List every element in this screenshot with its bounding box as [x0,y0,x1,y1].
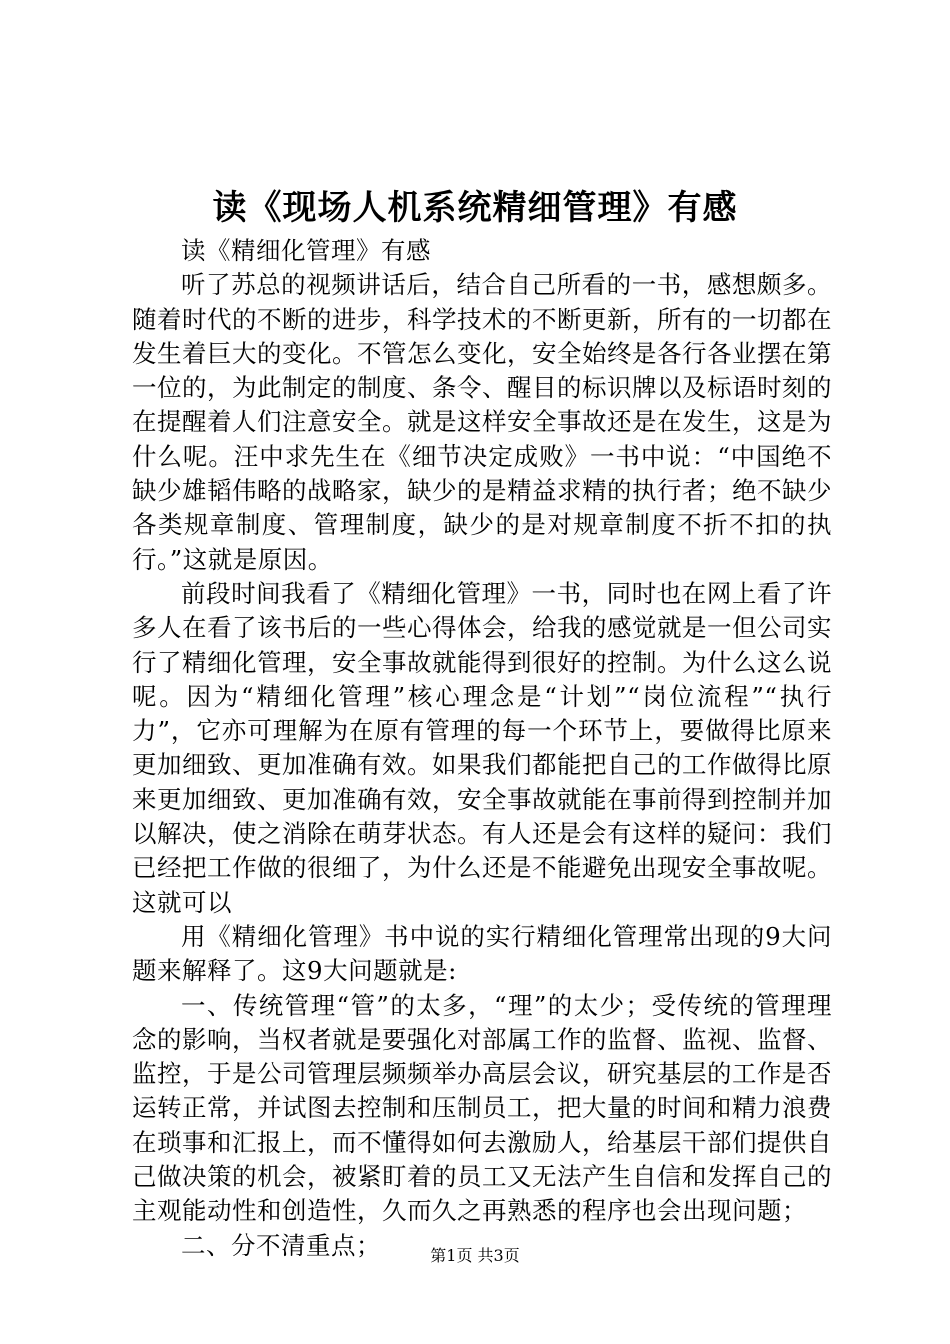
paragraph: 用《精细化管理》书中说的实行精细化管理常出现的9大问题来解释了。这9大问题就是: [132,921,832,986]
paragraph: 前段时间我看了《精细化管理》一书，同时也在网上看了许多人在看了该书后的一些心得体会，给我的感觉就是一但公司实行了精细化管理，安全事故就能得到很好的控制。为什么这么说呢。因为“精细化管理”核心理念是“计划”“岗位流程”“执行力”，它亦可理解为在原有管理的每一个环节上，要做得比原来更加细致、更加准确有效。如果我们都能把自己的工作做得比原来更加细致、更加准确有效，安全事故就能在事前得到控制并加以解决，使之消除在萌芽状态。有人还是会有这样的疑问：我们已经把工作做的很细了，为什么还是不能避免出现安全事故呢。这就可以 [132,578,832,917]
paragraph: 听了苏总的视频讲话后，结合自己所看的一书，感想颇多。随着时代的不断的进步，科学技术的不断更新，所有的一切都在发生着巨大的变化。不管怎么变化，安全始终是各行各业摆在第一位的，为此制定的制度、条令、醒目的标识牌以及标语时刻的在提醒着人们注意安全。就是这样安全事故还是在发生，这是为什么呢。汪中求先生在《细节决定成败》一书中说：“中国绝不缺少雄韬伟略的战略家，缺少的是精益求精的执行者；绝不缺少各类规章制度、管理制度，缺少的是对规章制度不折不扣的执行。”这就是原因。 [132,270,832,574]
document-body [132,234,832,1263]
document-title: 读《现场人机系统精细管理》有感 [212,188,738,228]
page-footer: 第1页 共3页 [430,1246,520,1265]
paragraph: 二、分不清重点； [181,1230,381,1260]
paragraph-subtitle: 读《精细化管理》有感 [181,236,431,265]
paragraph: 一、传统管理“管”的太多，“理”的太少；受传统的管理理念的影响，当权者就是要强化对部属工作的监督、监视、监督、监控，于是公司管理层频频举办高层会议，研究基层的工作是否运转正常，并试图去控制和压制员工，把大量的时间和精力浪费在琐事和汇报上，而不懂得如何去激励人，给基层干部们提供自己做决策的机会，被紧盯着的员工又无法产生自信和发挥自己的主观能动性和创造性，久而久之再熟悉的程序也会出现问题； [132,990,832,1226]
